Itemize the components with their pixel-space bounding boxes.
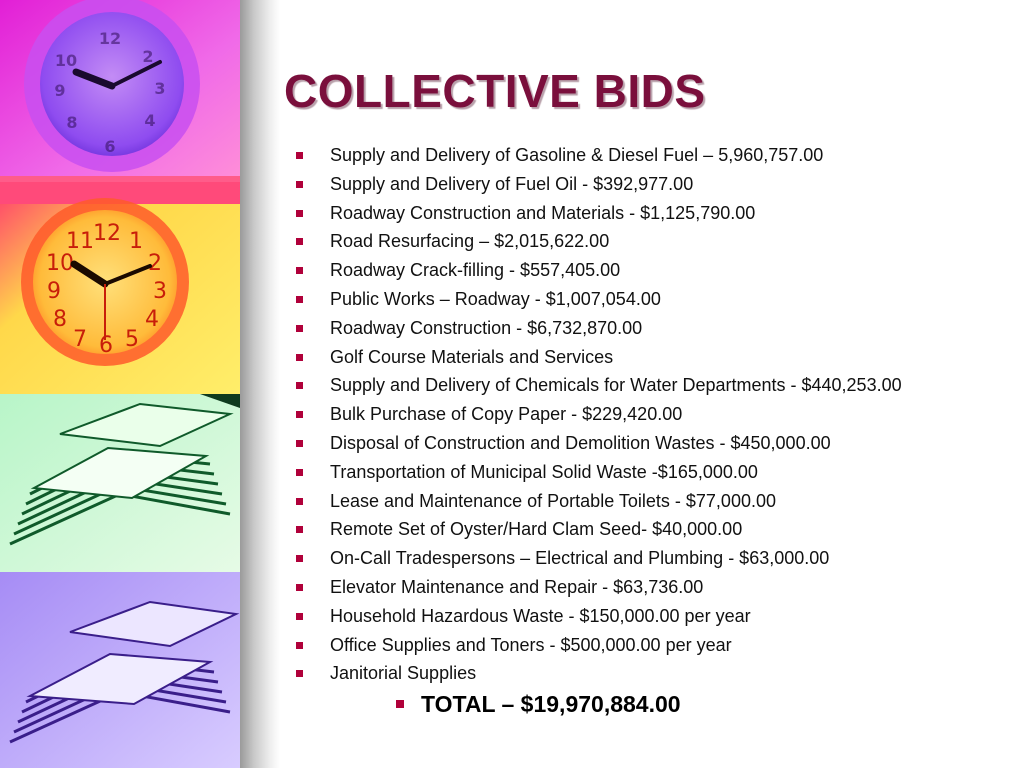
slide-title: COLLECTIVE BIDS [284,65,706,117]
orange-clock-image [0,182,240,394]
svg-text:7: 7 [73,327,87,352]
square-bullet-icon [296,238,303,245]
square-bullet-icon [296,152,303,159]
square-bullet-icon [296,382,303,389]
list-item [296,227,902,256]
sidebar-shadow [240,0,280,768]
svg-text:8: 8 [53,307,67,332]
list-item [296,429,902,458]
svg-text:12: 12 [93,221,121,246]
square-bullet-icon [296,325,303,332]
svg-text:3: 3 [154,79,166,98]
list-item-text: Office Supplies and Toners - $500,000.00 per year [330,634,732,655]
list-item-text: On-Call Tradespersons – Electrical and Plumbing - $63,000.00 [330,548,830,569]
list-item-text: Janitorial Supplies [330,663,477,684]
list-item [296,458,902,487]
list-item [296,573,902,602]
list-item-text: Golf Course Materials and Services [330,346,614,367]
list-item-text: Roadway Crack-filling - $557,405.00 [330,260,621,281]
list-item-text: Roadway Construction - $6,732,870.00 [330,317,643,338]
list-item-text: Disposal of Construction and Demolition Wastes - $450,000.00 [330,432,831,453]
svg-text:10: 10 [46,251,74,276]
svg-text:5: 5 [125,327,139,352]
list-item [296,659,902,688]
square-bullet-icon [296,469,303,476]
svg-text:12: 12 [98,29,122,48]
svg-text:11: 11 [66,229,94,254]
list-item [296,170,902,199]
list-item-text: Transportation of Municipal Solid Waste -$165,000.00 [330,461,758,482]
square-bullet-icon [296,555,303,562]
square-bullet-icon [296,526,303,533]
list-item-text: Lease and Maintenance of Portable Toilets - $77,000.00 [330,490,776,511]
total-line [396,688,681,720]
svg-text:8: 8 [66,113,78,132]
list-item [296,371,902,400]
svg-text:4: 4 [144,111,156,130]
list-item-text: Road Resurfacing – $2,015,622.00 [330,231,610,252]
list-item [296,285,902,314]
square-bullet-icon [396,700,404,708]
total-text: TOTAL – $19,970,884.00 [421,691,681,717]
list-item [296,602,902,631]
list-item-text: Supply and Delivery of Gasoline & Diesel Fuel – 5,960,757.00 [330,145,824,165]
square-bullet-icon [296,613,303,620]
square-bullet-icon [296,584,303,591]
list-item-text: Bulk Purchase of Copy Paper - $229,420.00 [330,404,683,425]
square-bullet-icon [296,210,303,217]
square-bullet-icon [296,354,303,361]
square-bullet-icon [296,440,303,447]
list-item [296,631,902,660]
square-bullet-icon [296,411,303,418]
list-item-text: Supply and Delivery of Chemicals for Water Departments - $440,253.00 [330,375,902,396]
svg-text:4: 4 [145,307,159,332]
square-bullet-icon [296,642,303,649]
list-item-text: Remote Set of Oyster/Hard Clam Seed- $40,000.00 [330,519,743,540]
list-item-text: Roadway Construction and Materials - $1,125,790.00 [330,202,756,223]
svg-text:10: 10 [54,51,78,70]
svg-text:1: 1 [129,229,143,254]
list-item [296,314,902,343]
svg-text:9: 9 [47,279,61,304]
list-item [296,544,902,573]
square-bullet-icon [296,181,303,188]
list-item [296,515,902,544]
list-item [296,400,902,429]
list-item-text: Public Works – Roadway - $1,007,054.00 [330,288,661,309]
square-bullet-icon [296,267,303,274]
list-item [296,141,902,170]
list-item [296,199,902,228]
svg-text:2: 2 [148,251,162,276]
svg-text:9: 9 [54,81,66,100]
list-item [296,256,902,285]
square-bullet-icon [296,670,303,677]
purple-clock-image [0,0,240,182]
list-item-text: Household Hazardous Waste - $150,000.00 per year [330,605,751,626]
svg-text:2: 2 [142,47,154,66]
bids-list [296,141,902,688]
svg-text:3: 3 [153,279,167,304]
list-item [296,487,902,516]
svg-text:6: 6 [104,137,116,156]
square-bullet-icon [296,498,303,505]
decorative-photo-strip [0,0,240,768]
list-item [296,343,902,372]
svg-text:6: 6 [99,333,113,358]
list-item-text: Supply and Delivery of Fuel Oil - $392,977.00 [330,173,694,194]
green-paper-stack-image [0,394,240,572]
list-item-text: Elevator Maintenance and Repair - $63,736.00 [330,576,704,597]
violet-paper-stack-image [0,572,240,768]
square-bullet-icon [296,296,303,303]
